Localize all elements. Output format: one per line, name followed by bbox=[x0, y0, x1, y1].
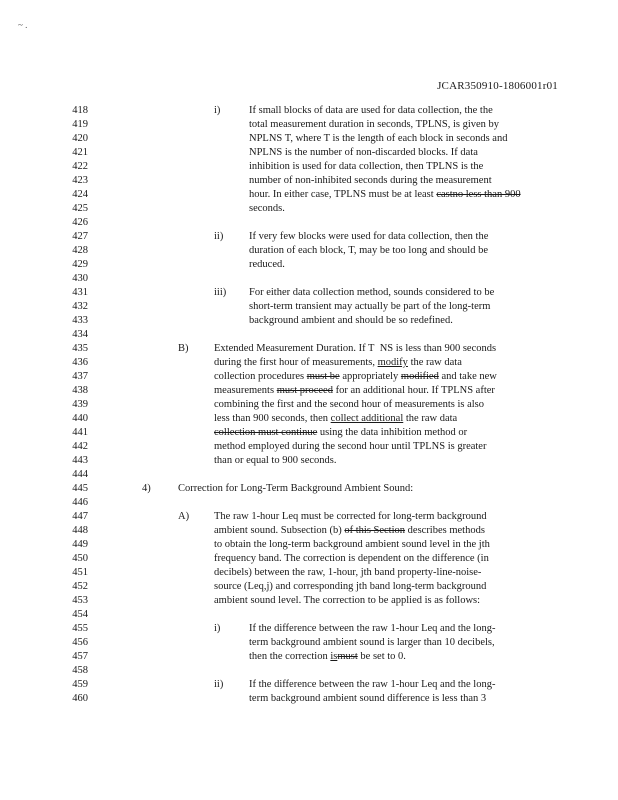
line-number: 424 bbox=[72, 189, 88, 200]
line-number: 434 bbox=[72, 329, 88, 340]
line-number: 453 bbox=[72, 595, 88, 606]
para-i-line: NPLNS T, where T is the length of each block in seconds and bbox=[249, 133, 508, 144]
para-ii-line: reduced. bbox=[249, 259, 285, 270]
para-B-line: during the first hour of measurements, modify the raw data bbox=[214, 357, 462, 368]
para-Ai-line: If the difference between the raw 1-hour Leq and the long- bbox=[249, 623, 496, 634]
line-number: 439 bbox=[72, 399, 88, 410]
line-number: 419 bbox=[72, 119, 88, 130]
item-label-ii: ii) bbox=[214, 231, 224, 242]
para-B-line: collection must continue using the data inhibition method or bbox=[214, 427, 468, 438]
para-A-line: ambient sound level. The correction to be applied is as follows: bbox=[214, 595, 481, 606]
item-label-4: 4) bbox=[142, 483, 151, 494]
line-number: 443 bbox=[72, 455, 88, 466]
para-i-line: hour. In either case, TPLNS must be at least castno less than 900 bbox=[249, 189, 521, 200]
line-number: 450 bbox=[72, 553, 88, 564]
para-ii-line: If very few blocks were used for data collection, then the bbox=[249, 231, 489, 242]
para-A-line: decibels) between the raw, 1-hour, jth band property-line-noise- bbox=[214, 567, 482, 578]
line-number: 428 bbox=[72, 245, 88, 256]
scan-mark: ~ . bbox=[18, 20, 28, 30]
line-number: 418 bbox=[72, 105, 88, 116]
item-label-i: i) bbox=[214, 105, 221, 116]
line-number: 457 bbox=[72, 651, 88, 662]
para-i-line: If small blocks of data are used for data collection, the the bbox=[249, 105, 493, 116]
para-B-line: collection procedures must be appropriately modified and take new bbox=[214, 371, 497, 382]
para-iii-line: background ambient and should be so redefined. bbox=[249, 315, 453, 326]
line-number: 429 bbox=[72, 259, 88, 270]
line-number: 437 bbox=[72, 371, 88, 382]
para-B-line: method employed during the second hour until TPLNS is greater bbox=[214, 441, 487, 452]
line-number: 448 bbox=[72, 525, 88, 536]
line-number: 442 bbox=[72, 441, 88, 452]
line-number: 436 bbox=[72, 357, 88, 368]
para-i-line: number of non-inhibited seconds during the measurement bbox=[249, 175, 492, 186]
para-Aii-line: If the difference between the raw 1-hour Leq and the long- bbox=[249, 679, 496, 690]
line-number: 452 bbox=[72, 581, 88, 592]
item-label-A-ii: ii) bbox=[214, 679, 224, 690]
line-number: 435 bbox=[72, 343, 88, 354]
line-number: 440 bbox=[72, 413, 88, 424]
line-number: 451 bbox=[72, 567, 88, 578]
para-B-line: measurements must proceed for an additional hour. If TPLNS after bbox=[214, 385, 495, 396]
line-number: 420 bbox=[72, 133, 88, 144]
line-number: 422 bbox=[72, 161, 88, 172]
line-number: 449 bbox=[72, 539, 88, 550]
document-id-header: JCAR350910-1806001r01 bbox=[437, 80, 558, 92]
line-number: 441 bbox=[72, 427, 88, 438]
line-number: 447 bbox=[72, 511, 88, 522]
line-number: 455 bbox=[72, 623, 88, 634]
line-number: 432 bbox=[72, 301, 88, 312]
line-number: 445 bbox=[72, 483, 88, 494]
line-number: 427 bbox=[72, 231, 88, 242]
line-number: 438 bbox=[72, 385, 88, 396]
line-number: 426 bbox=[72, 217, 88, 228]
section-heading: Correction for Long-Term Background Ambient Sound: bbox=[178, 483, 414, 494]
para-i-line: inhibition is used for data collection, then TPLNS is the bbox=[249, 161, 484, 172]
para-B-line: less than 900 seconds, then collect additional the raw data bbox=[214, 413, 458, 424]
line-number: 454 bbox=[72, 609, 88, 620]
para-Ai-line: term background ambient sound is larger than 10 decibels, bbox=[249, 637, 495, 648]
para-iii-line: For either data collection method, sounds considered to be bbox=[249, 287, 495, 298]
line-number: 456 bbox=[72, 637, 88, 648]
para-Ai-line: then the correction ismust be set to 0. bbox=[249, 651, 406, 662]
para-iii-line: short-term transient may actually be part of the long-term bbox=[249, 301, 491, 312]
para-i-line: NPLNS is the number of non-discarded blocks. If data bbox=[249, 147, 478, 158]
para-B-line: than or equal to 900 seconds. bbox=[214, 455, 337, 466]
para-i-line: seconds. bbox=[249, 203, 285, 214]
line-number: 425 bbox=[72, 203, 88, 214]
para-A-line: to obtain the long-term background ambient sound level in the jth bbox=[214, 539, 490, 550]
line-number: 459 bbox=[72, 679, 88, 690]
para-A-line: frequency band. The correction is dependent on the difference (in bbox=[214, 553, 489, 564]
item-label-iii: iii) bbox=[214, 287, 227, 298]
line-number: 433 bbox=[72, 315, 88, 326]
para-Aii-line: term background ambient sound difference is less than 3 bbox=[249, 693, 487, 704]
para-i-line: total measurement duration in seconds, TPLNS, is given by bbox=[249, 119, 500, 130]
line-number: 430 bbox=[72, 273, 88, 284]
para-A-line: The raw 1-hour Leq must be corrected for long-term background bbox=[214, 511, 487, 522]
line-number: 421 bbox=[72, 147, 88, 158]
line-number: 423 bbox=[72, 175, 88, 186]
deleted-text: castno less than 900 bbox=[436, 189, 521, 200]
line-number: 460 bbox=[72, 693, 88, 704]
para-A-line: source (Leq,j) and corresponding jth band long-term background bbox=[214, 581, 487, 592]
item-label-A-i: i) bbox=[214, 623, 221, 634]
para-B-line: combining the first and the second hour of measurements is also bbox=[214, 399, 485, 410]
line-number: 431 bbox=[72, 287, 88, 298]
para-A-line: ambient sound. Subsection (b) of this Section describes methods bbox=[214, 525, 485, 536]
item-label-B: B) bbox=[178, 343, 189, 354]
line-number: 458 bbox=[72, 665, 88, 676]
item-label-A: A) bbox=[178, 511, 190, 522]
line-number: 446 bbox=[72, 497, 88, 508]
para-B-line: Extended Measurement Duration. If T NS is less than 900 seconds bbox=[214, 343, 497, 354]
para-ii-line: duration of each block, T, may be too long and should be bbox=[249, 245, 489, 256]
line-number: 444 bbox=[72, 469, 88, 480]
